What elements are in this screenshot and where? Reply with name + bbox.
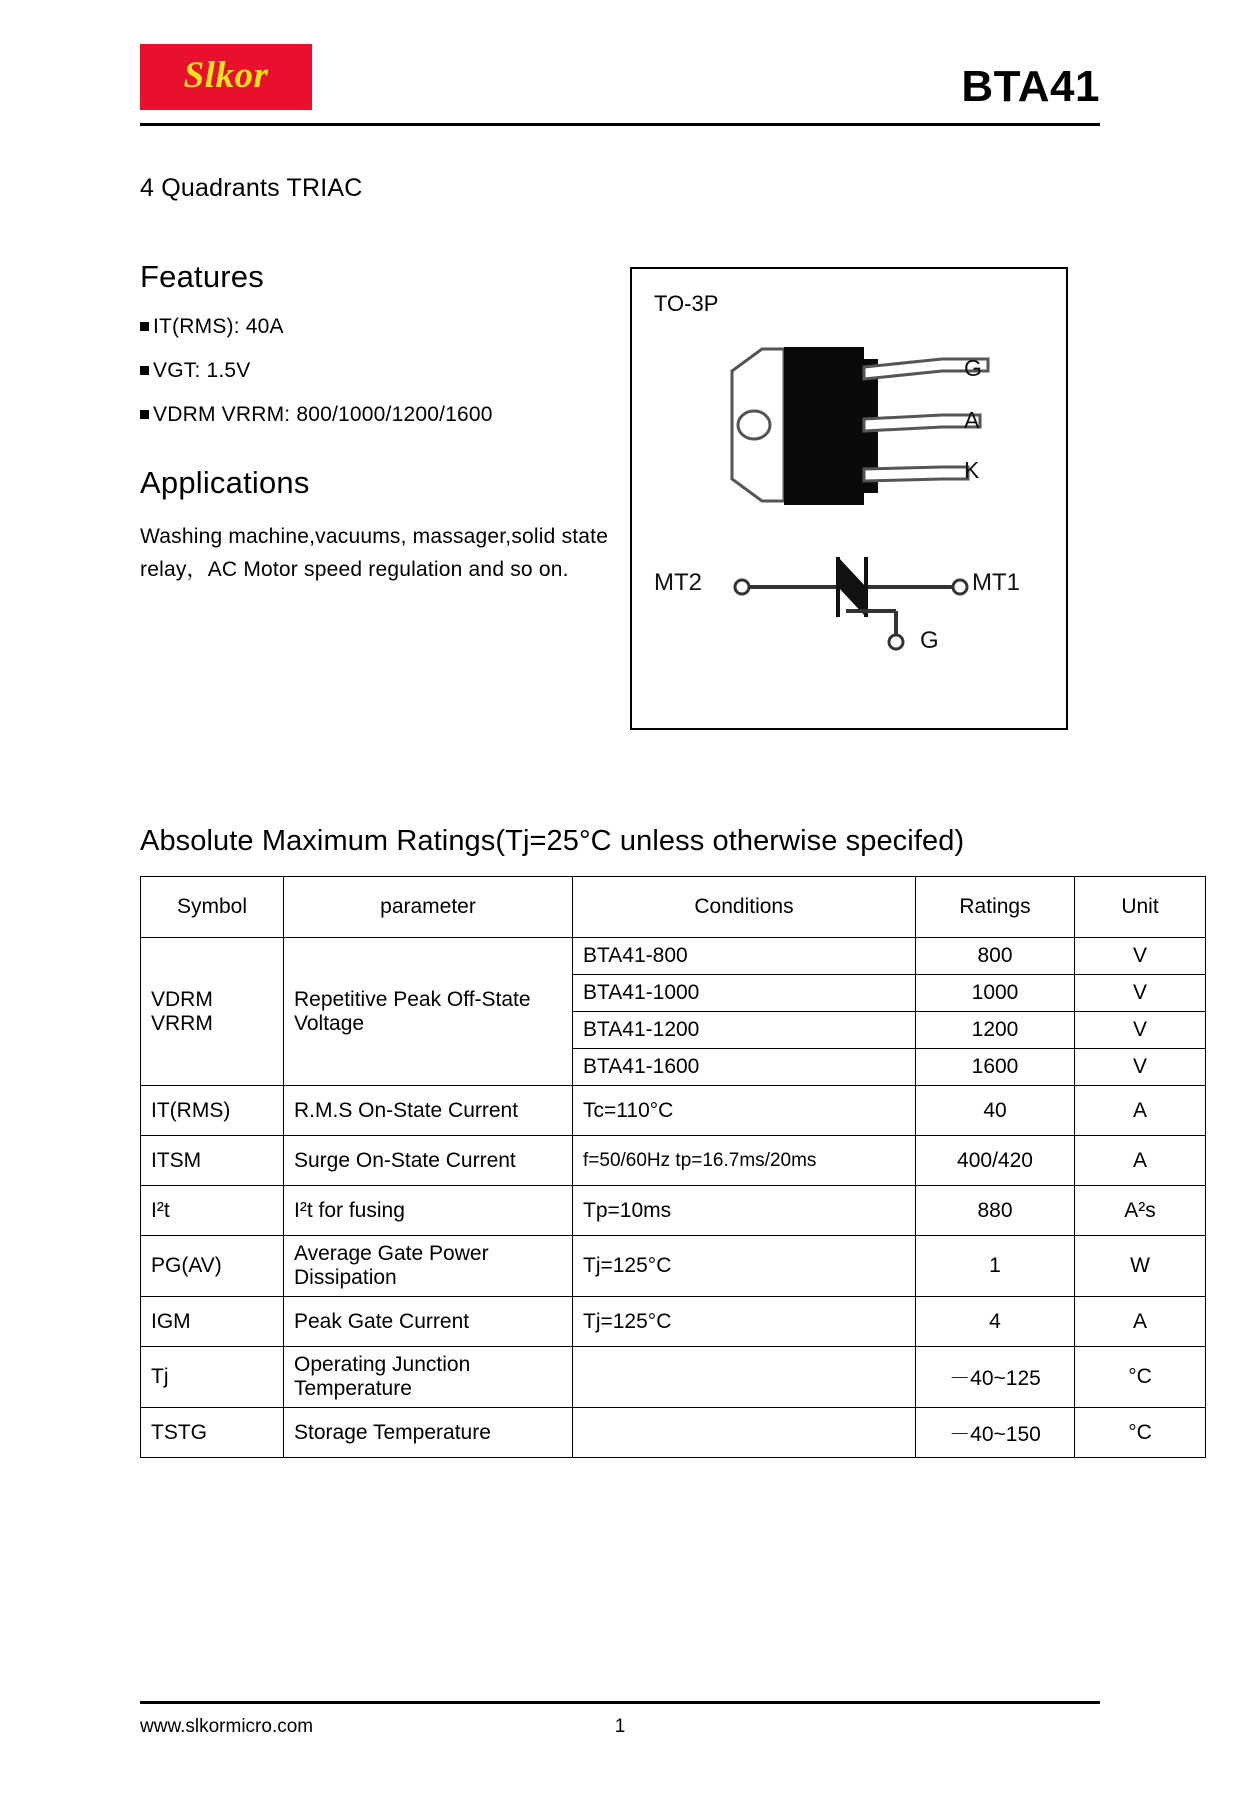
cell-unit: A xyxy=(1075,1297,1206,1347)
cell-ratings: 4 xyxy=(916,1297,1075,1347)
logo-text: Slkor xyxy=(183,55,269,96)
feature-label: VGT: 1.5V xyxy=(153,359,251,382)
schematic-label-gate: G xyxy=(920,627,939,654)
square-bullet-icon xyxy=(140,322,149,331)
cell-symbol: I²t xyxy=(141,1186,284,1236)
page-title: BTA41 xyxy=(961,62,1100,111)
table-row xyxy=(141,1186,1206,1236)
table-row xyxy=(141,1236,1206,1297)
cell-parameter: R.M.S On-State Current xyxy=(284,1086,573,1136)
square-bullet-icon xyxy=(140,410,149,419)
package-label: TO-3P xyxy=(654,291,719,316)
page-header xyxy=(140,40,1100,132)
feature-item xyxy=(140,359,620,383)
cell-ratings: 880 xyxy=(916,1186,1075,1236)
pin-label-k: K xyxy=(964,457,980,483)
cell-ratings: 1600 xyxy=(916,1049,1075,1086)
cell-parameter: Average Gate Power Dissipation xyxy=(284,1236,573,1297)
column-header-symbol: Symbol xyxy=(141,877,284,938)
cell-symbol: TSTG xyxy=(141,1408,284,1458)
features-and-figure-section xyxy=(140,259,1100,769)
cell-parameter: Storage Temperature xyxy=(284,1408,573,1458)
cell-conditions: Tj=125°C xyxy=(573,1236,916,1297)
column-header-parameter: parameter xyxy=(284,877,573,938)
company-logo xyxy=(140,44,312,110)
triac-schematic-symbol xyxy=(660,549,1040,669)
square-bullet-icon xyxy=(140,366,149,375)
cell-unit: °C xyxy=(1075,1347,1206,1408)
cell-ratings: 1200 xyxy=(916,1012,1075,1049)
cell-parameter: Operating Junction Temperature xyxy=(284,1347,573,1408)
document-subtitle: 4 Quadrants TRIAC xyxy=(140,174,363,202)
cell-unit: V xyxy=(1075,975,1206,1012)
table-row xyxy=(141,1136,1206,1186)
cell-symbol: VDRM VRRM xyxy=(141,938,284,1086)
features-heading: Features xyxy=(140,259,264,294)
feature-label: VDRM VRRM: 800/1000/1200/1600 xyxy=(153,403,493,426)
cell-unit: W xyxy=(1075,1236,1206,1297)
table-row xyxy=(141,938,1206,975)
footer-row xyxy=(140,1716,1100,1742)
cell-symbol: ITSM xyxy=(141,1136,284,1186)
cell-ratings: 40 xyxy=(916,1086,1075,1136)
pin-label-a: A xyxy=(964,407,980,433)
column-header-conditions: Conditions xyxy=(573,877,916,938)
cell-conditions: f=50/60Hz tp=16.7ms/20ms xyxy=(573,1136,916,1186)
column-header-ratings: Ratings xyxy=(916,877,1075,938)
cell-conditions: BTA41-800 xyxy=(573,938,916,975)
cell-parameter: Repetitive Peak Off-State Voltage xyxy=(284,938,573,1086)
feature-item xyxy=(140,315,620,339)
cell-conditions: BTA41-1600 xyxy=(573,1049,916,1086)
column-header-unit: Unit xyxy=(1075,877,1206,938)
table-header-row xyxy=(141,877,1206,938)
cell-unit: A xyxy=(1075,1136,1206,1186)
cell-conditions: BTA41-1000 xyxy=(573,975,916,1012)
applications-heading: Applications xyxy=(140,465,310,500)
cell-symbol: PG(AV) xyxy=(141,1236,284,1297)
cell-parameter: Surge On-State Current xyxy=(284,1136,573,1186)
cell-unit: °C xyxy=(1075,1408,1206,1458)
cell-parameter: I²t for fusing xyxy=(284,1186,573,1236)
features-column xyxy=(140,259,620,586)
cell-unit: V xyxy=(1075,1049,1206,1086)
footer-divider xyxy=(140,1701,1100,1704)
feature-label: IT(RMS): 40A xyxy=(153,315,284,338)
table-row xyxy=(141,1347,1206,1408)
header-divider xyxy=(140,123,1100,126)
cell-conditions: Tj=125°C xyxy=(573,1297,916,1347)
pin-label-g: G xyxy=(964,355,982,381)
ratings-title: Absolute Maximum Ratings(Tj=25°C unless otherwise specifed) xyxy=(140,825,965,857)
schematic-label-mt2: MT2 xyxy=(654,569,702,596)
applications-text: Washing machine,vacuums, massager,solid state relay，AC Motor speed regulation and so on. xyxy=(140,525,609,581)
cell-conditions: BTA41-1200 xyxy=(573,1012,916,1049)
page-content xyxy=(140,174,1159,1458)
cell-unit: V xyxy=(1075,938,1206,975)
cell-parameter: Peak Gate Current xyxy=(284,1297,573,1347)
cell-unit: A²s xyxy=(1075,1186,1206,1236)
footer-page-number: 1 xyxy=(614,1716,626,1737)
cell-ratings: －40~150 xyxy=(916,1408,1075,1458)
feature-item xyxy=(140,403,620,427)
cell-conditions xyxy=(573,1347,916,1408)
footer-website-link[interactable]: www.slkormicro.com xyxy=(140,1716,314,1737)
cell-conditions: Tc=110°C xyxy=(573,1086,916,1136)
absolute-maximum-ratings-table xyxy=(140,876,1206,1458)
datasheet-page xyxy=(0,40,1240,1794)
table-row xyxy=(141,1408,1206,1458)
cell-conditions: Tp=10ms xyxy=(573,1186,916,1236)
package-figure xyxy=(630,267,1068,730)
cell-ratings: 400/420 xyxy=(916,1136,1075,1186)
cell-symbol: IT(RMS) xyxy=(141,1086,284,1136)
page-footer xyxy=(140,1701,1100,1742)
cell-unit: A xyxy=(1075,1086,1206,1136)
table-row xyxy=(141,1086,1206,1136)
cell-ratings: 1000 xyxy=(916,975,1075,1012)
cell-conditions xyxy=(573,1408,916,1458)
schematic-label-mt1: MT1 xyxy=(972,569,1020,596)
cell-unit: V xyxy=(1075,1012,1206,1049)
cell-symbol: Tj xyxy=(141,1347,284,1408)
cell-symbol: IGM xyxy=(141,1297,284,1347)
cell-ratings: －40~125 xyxy=(916,1347,1075,1408)
cell-ratings: 1 xyxy=(916,1236,1075,1297)
table-row xyxy=(141,1297,1206,1347)
cell-ratings: 800 xyxy=(916,938,1075,975)
